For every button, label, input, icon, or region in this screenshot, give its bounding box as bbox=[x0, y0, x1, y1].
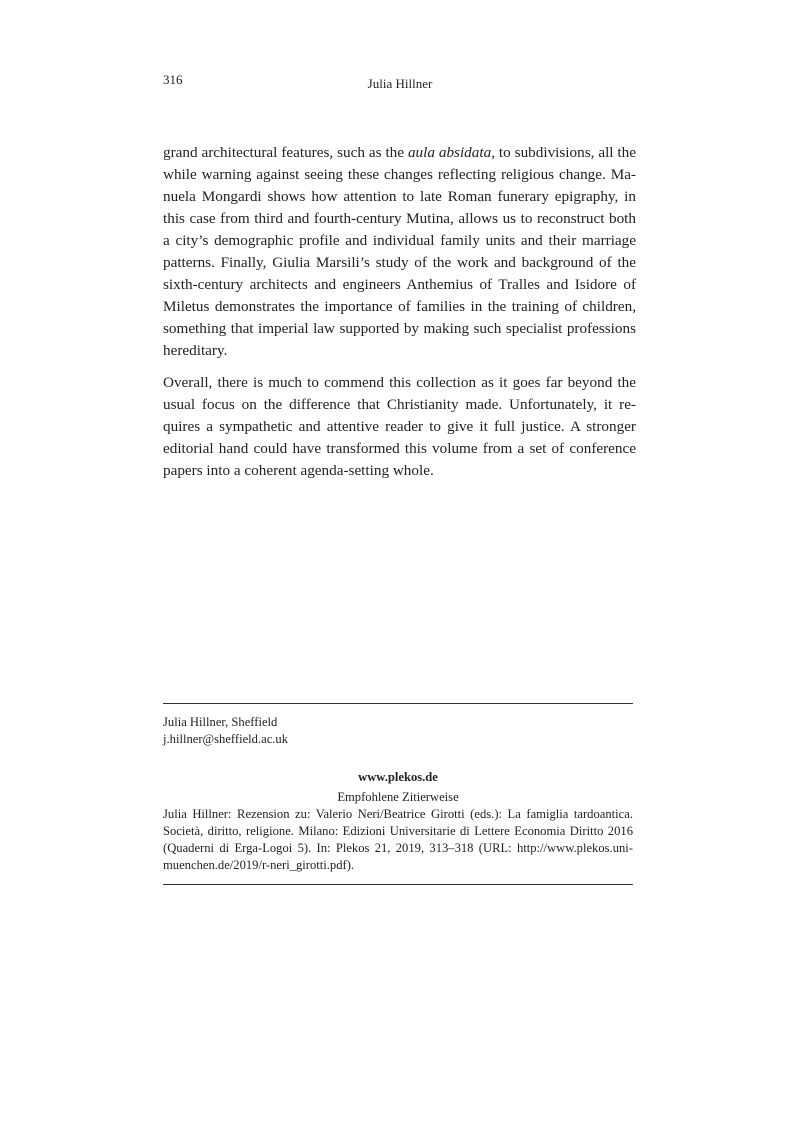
text-line: Miletus demonstrates the importance of families in the training of children, bbox=[163, 298, 636, 315]
citation-block bbox=[163, 789, 633, 874]
text-line: usual focus on the difference that Christianity made. Unfortunately, it re- bbox=[163, 396, 636, 413]
paragraph-2 bbox=[163, 372, 636, 482]
text-line: patterns. Finally, Giulia Marsili’s study of the work and background of the bbox=[163, 254, 636, 271]
text-line: this case from third and fourth-century Mutina, allows us to reconstruct both bbox=[163, 210, 636, 227]
website-link[interactable]: www.plekos.de bbox=[358, 770, 438, 784]
text-segment: , to subdivisions, all the bbox=[491, 144, 636, 161]
text-line: Overall, there is much to commend this collection as it goes far beyond the bbox=[163, 374, 636, 391]
paragraph-1 bbox=[163, 142, 636, 362]
running-head: Julia Hillner bbox=[367, 76, 433, 91]
divider-top bbox=[163, 703, 633, 704]
page-number: 316 bbox=[163, 72, 183, 87]
author-email: j.hillner@sheffield.ac.uk bbox=[163, 732, 289, 746]
citation-line: Società, diritto, religione. Milano: Edizioni Universitarie di Lettere Economia Diritto 2016 bbox=[163, 824, 633, 838]
text-line: something that imperial law supported by making such specialist professions bbox=[163, 320, 636, 337]
text-line: a city’s demographic profile and individual family units and their marriage bbox=[163, 232, 636, 249]
text-segment: grand architectural features, such as the bbox=[163, 144, 408, 161]
text-line: while warning against seeing these changes reflecting religious change. Ma- bbox=[163, 166, 636, 183]
text-line: editorial hand could have transformed this volume from a set of conference bbox=[163, 440, 636, 457]
text-line: sixth-century architects and engineers Anthemius of Tralles and Isidore of bbox=[163, 276, 636, 293]
author-affiliation: Julia Hillner, Sheffield bbox=[163, 715, 278, 729]
text-line bbox=[163, 142, 636, 164]
text-line: hereditary. bbox=[163, 342, 228, 359]
italic-term: aula absidata bbox=[407, 144, 492, 161]
citation-line: (Quaderni di Erga-Logoi 5). In: Plekos 21, 2019, 313–318 (URL: http://www.plekos.uni- bbox=[163, 841, 633, 855]
author-info bbox=[163, 714, 633, 748]
citation-heading: Empfohlene Zitierweise bbox=[337, 790, 459, 804]
citation-line: Julia Hillner: Rezension zu: Valerio Neri/Beatrice Girotti (eds.): La famiglia tardoantica. bbox=[163, 807, 633, 821]
text-line: nuela Mongardi shows how attention to late Roman funerary epigraphy, in bbox=[163, 188, 636, 205]
text-line: papers into a coherent agenda-setting whole. bbox=[163, 462, 434, 479]
divider-bottom bbox=[163, 884, 633, 885]
text-line: quires a sympathetic and attentive reader to give it full justice. A stronger bbox=[163, 418, 636, 435]
citation-line: muenchen.de/2019/r-neri_girotti.pdf). bbox=[163, 858, 355, 872]
